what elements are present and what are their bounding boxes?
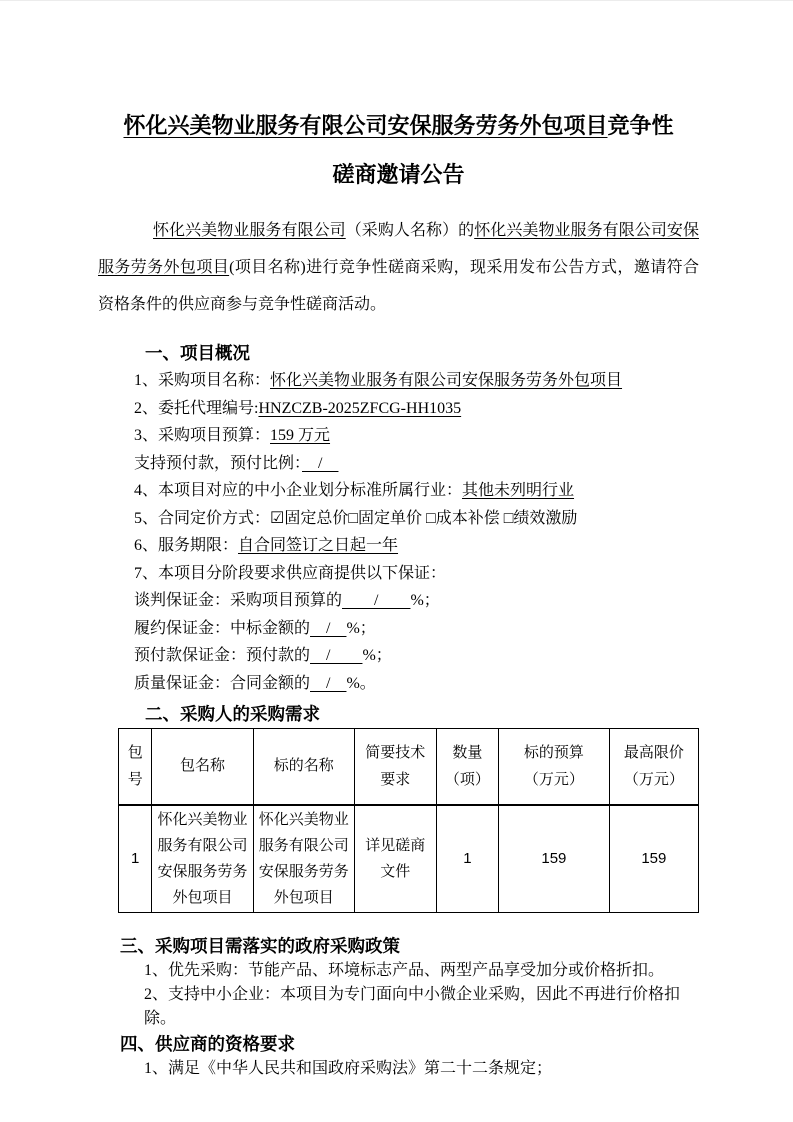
item-negotiation-deposit-suffix: %； [410, 592, 440, 609]
col-header-max-price-line2: （万元） [623, 771, 684, 788]
item-quality-deposit-suffix: %。 [346, 674, 376, 692]
item-negotiation-deposit-value: / [342, 592, 411, 609]
cell-max-price: 159 [609, 805, 698, 913]
item-project-budget-value: 159 万元 [270, 427, 331, 444]
table-header-row [119, 729, 699, 806]
item-performance-deposit [98, 615, 699, 643]
item-service-period [98, 532, 699, 560]
item-service-period-value: 自合同签订之日起一年 [238, 537, 399, 554]
col-header-budget-line2: （万元） [523, 771, 584, 788]
col-header-package-no: 包号 [119, 729, 152, 806]
col-header-tech-req [354, 729, 436, 806]
item-project-name-label: 1、采购项目名称： [134, 372, 271, 389]
item-quality-deposit-value: / [310, 674, 347, 692]
item-prepayment-deposit-value: / [310, 647, 363, 664]
pricing-method-checkboxes: ☑固定总价□固定单价 □成本补偿 □绩效激励 [270, 509, 578, 527]
col-header-max-price-line1: 最高限价 [623, 744, 684, 761]
item-sme-industry-value: 其他未列明行业 [462, 482, 575, 499]
purchaser-name: 怀化兴美物业服务有限公司 [153, 222, 346, 239]
col-header-tech-req-line2: 要求 [380, 771, 411, 788]
title-project-name: 怀化兴美物业服务有限公司安保服务劳务外包项目 [123, 113, 608, 138]
item-negotiation-deposit-label: 谈判保证金：采购项目预算的 [134, 592, 343, 609]
item-prepayment-deposit-suffix: %； [362, 647, 392, 664]
cell-package-no: 1 [119, 805, 152, 913]
col-header-quantity-line2: （项） [444, 771, 490, 788]
title-line1-rest: 竞争性 [607, 113, 674, 138]
item-project-name-value: 怀化兴美物业服务有限公司安保服务劳务外包项目 [270, 372, 623, 389]
item-prepayment-ratio-label: 支持预付款，预付比例： [134, 454, 303, 472]
section4-heading: 四、供应商的资格要求 [120, 1034, 295, 1054]
document-title-line2: 磋商邀请公告 [332, 162, 465, 187]
item-quality-deposit [98, 670, 699, 698]
item-agency-number-value: HNZCZB-2025ZFCG-HH1035 [258, 399, 462, 417]
cell-tech-req: 详见磋商文件 [354, 805, 436, 913]
item-qualification-law: 1、满足《中华人民共和国政府采购法》第二十二条规定； [144, 1060, 553, 1077]
cell-subject-name: 怀化兴美物业服务有限公司安保服务劳务外包项目 [253, 805, 354, 913]
cell-budget: 159 [499, 805, 610, 913]
cell-package-name: 怀化兴美物业服务有限公司安保服务劳务外包项目 [152, 805, 253, 913]
item-pricing-method [98, 505, 699, 533]
section1-heading: 一、项目概况 [145, 343, 250, 363]
item-agency-number-label: 2、委托代理编号: [134, 399, 259, 417]
item-prepayment-deposit-label: 预付款保证金：预付款的 [134, 647, 311, 664]
intro-paragraph [98, 212, 699, 323]
item-performance-deposit-value: / [310, 619, 347, 637]
item-service-period-label: 6、服务期限： [134, 537, 239, 554]
table-row [119, 805, 699, 913]
item-negotiation-deposit [98, 587, 699, 615]
col-header-quantity-line1: 数量 [452, 744, 483, 761]
section2-heading: 二、采购人的采购需求 [145, 704, 320, 724]
item-project-budget-label: 3、采购项目预算： [134, 427, 271, 444]
item-quality-deposit-label: 质量保证金：合同金额的 [134, 674, 311, 692]
document-content [0, 1, 793, 1081]
item-sme-industry-label: 4、本项目对应的中小企业划分标准所属行业： [134, 482, 463, 499]
item-priority-procurement: 1、优先采购：节能产品、环境标志产品、两型产品享受加分或价格折扣。 [144, 962, 665, 979]
item-support-sme: 2、支持中小企业：本项目为专门面向中小微企业采购，因此不再进行价格扣除。 [144, 986, 681, 1027]
project-name: 怀化兴美物业服务有限公司安保服务劳务外包项目 [98, 222, 699, 276]
intro-rest: (项目名称)进行竞争性磋商采购，现采用发布公告方式，邀请符合资格条件的供应商参与竞争性磋商活动。 [98, 259, 699, 313]
item-sme-industry [98, 477, 699, 505]
item-prepayment-ratio-value: / [302, 454, 339, 472]
cell-quantity: 1 [436, 805, 498, 913]
col-header-budget-line1: 标的预算 [523, 744, 584, 761]
col-header-subject-name: 标的名称 [253, 729, 354, 806]
item-guarantee-intro: 7、本项目分阶段要求供应商提供以下保证： [134, 564, 447, 582]
item-performance-deposit-suffix: %； [346, 619, 376, 637]
item-prepayment-deposit [98, 642, 699, 670]
col-header-quantity [436, 729, 498, 806]
intro-connector: （采购人名称）的 [345, 222, 475, 239]
item-performance-deposit-label: 履约保证金：中标金额的 [134, 619, 311, 637]
col-header-max-price [609, 729, 698, 806]
col-header-budget [499, 729, 610, 806]
item-project-budget [98, 422, 699, 450]
col-header-package-name: 包名称 [152, 729, 253, 806]
item-pricing-method-label: 5、合同定价方式： [134, 509, 271, 527]
procurement-table [118, 728, 699, 913]
item-project-name [98, 367, 699, 395]
item-prepayment-ratio [98, 450, 699, 478]
col-header-tech-req-line1: 简要技术 [365, 744, 426, 761]
item-agency-number [98, 395, 699, 423]
document-title-line1 [98, 101, 699, 150]
section3-heading: 三、采购项目需落实的政府采购政策 [120, 936, 400, 956]
document-title [98, 1, 699, 199]
